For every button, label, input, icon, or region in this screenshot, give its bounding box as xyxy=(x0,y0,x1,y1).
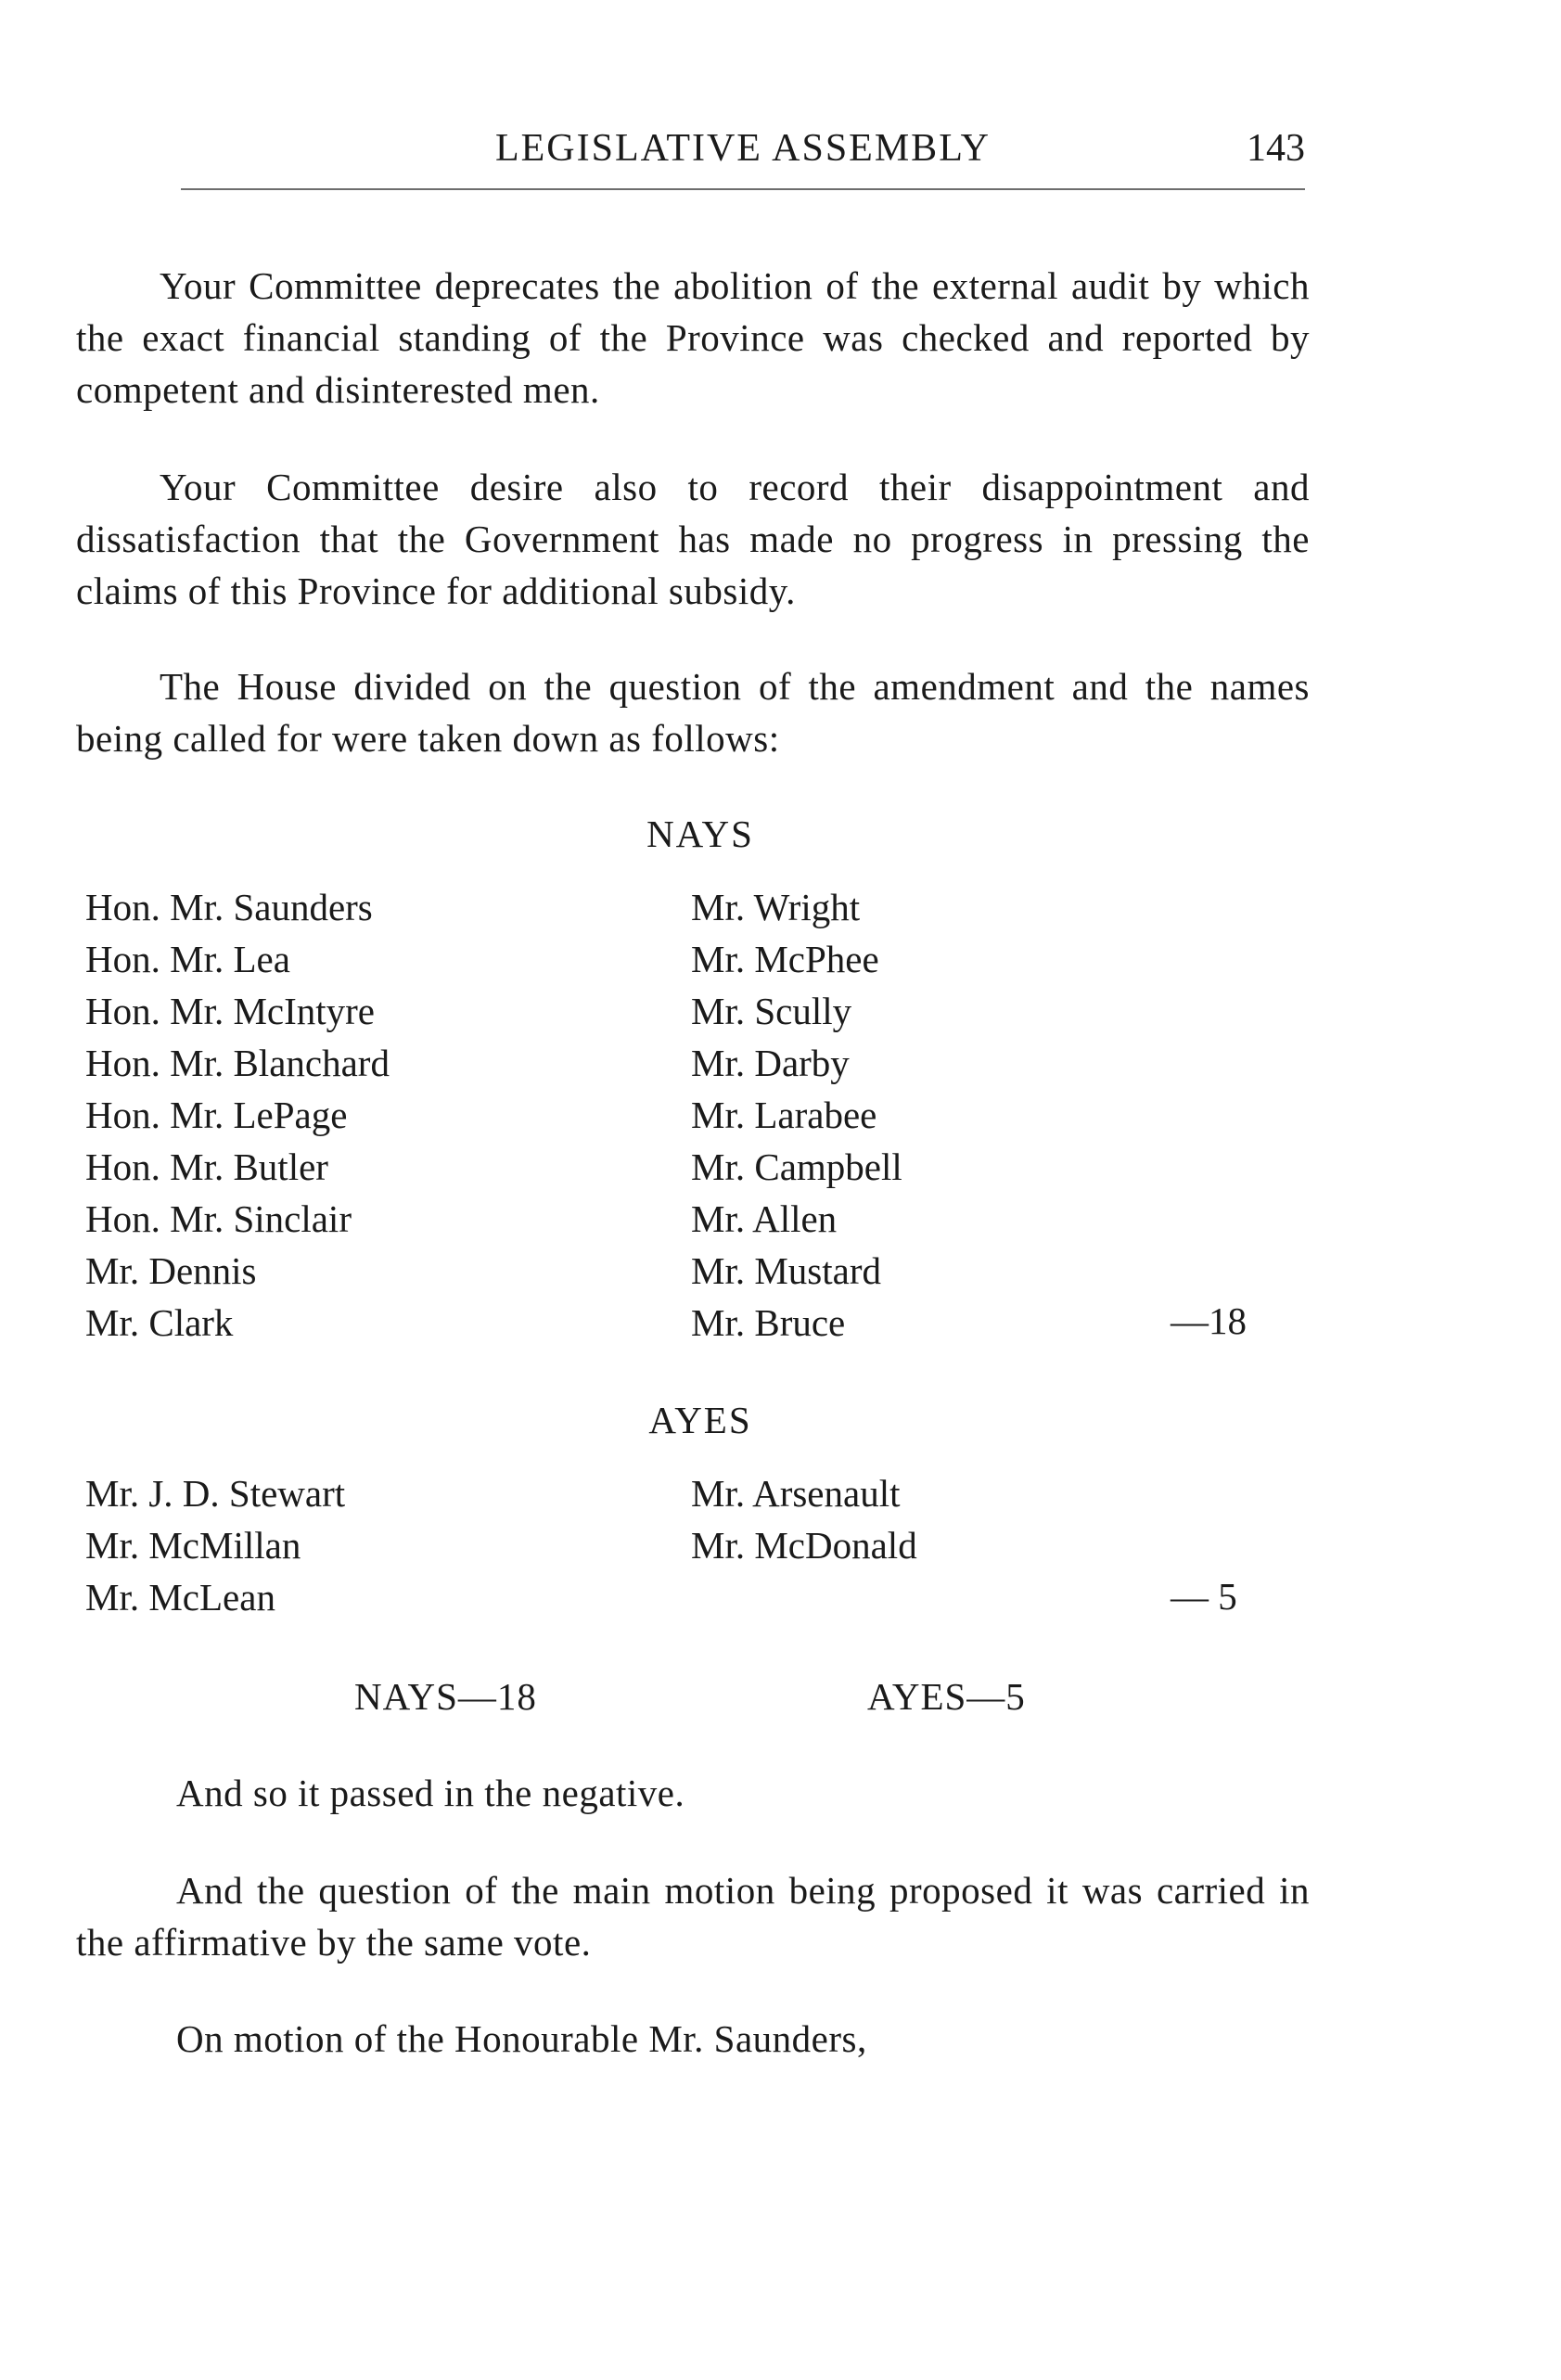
header-rule xyxy=(181,188,1305,190)
paragraph-text: The House divided on the question of the amendment and the names being called for were taken down as follows: xyxy=(76,665,1310,760)
vote-name: Mr. Allen xyxy=(691,1197,838,1240)
vote-name: Mr. Bruce xyxy=(691,1301,846,1344)
vote-name: Hon. Mr. Saunders xyxy=(85,886,373,928)
vote-name: Mr. J. D. Stewart xyxy=(85,1472,346,1515)
page-number: 143 xyxy=(1247,127,1305,170)
vote-name: Mr. Clark xyxy=(85,1301,234,1344)
paragraph-text: And the question of the main motion being proposed it was carried in the affirmative by the same vote. xyxy=(76,1869,1310,1964)
nays-right-column xyxy=(691,881,902,1349)
vote-name: Mr. Larabee xyxy=(691,1094,877,1136)
vote-name: Mr. Wright xyxy=(691,886,861,928)
vote-name: Hon. Mr. McIntyre xyxy=(85,990,376,1032)
ayes-tally: AYES—5 xyxy=(867,1675,1026,1718)
paragraph-on-motion xyxy=(76,2013,1310,2065)
vote-name: Mr. McDonald xyxy=(691,1524,917,1567)
paragraph-main-motion xyxy=(76,1864,1310,1968)
paragraph-text: Your Committee deprecates the abolition of the external audit by which the exact financial standing of the Province was checked and reported by competent and disinterested men. xyxy=(76,264,1310,411)
paragraph-division xyxy=(76,660,1310,764)
vote-name: Hon. Mr. Blanchard xyxy=(85,1042,390,1084)
running-title: LEGISLATIVE ASSEMBLY xyxy=(495,127,991,170)
vote-name: Hon. Mr. Butler xyxy=(85,1145,328,1188)
vote-name: Hon. Mr. Sinclair xyxy=(85,1197,352,1240)
paragraph-disappointment xyxy=(76,461,1310,617)
vote-name: Mr. Dennis xyxy=(85,1249,257,1292)
vote-name: Mr. McLean xyxy=(85,1576,275,1619)
vote-name: Mr. Campbell xyxy=(691,1145,902,1188)
paragraph-text: And so it passed in the negative. xyxy=(176,1772,685,1814)
page-header xyxy=(181,122,1305,178)
vote-name: Mr. Arsenault xyxy=(691,1472,901,1515)
ayes-heading: AYES xyxy=(648,1399,752,1441)
paragraph-negative xyxy=(76,1767,1310,1819)
nays-heading: NAYS xyxy=(646,813,754,855)
nays-left-column xyxy=(85,881,390,1349)
ayes-left-column xyxy=(85,1467,345,1623)
ayes-total: — 5 xyxy=(1171,1575,1237,1618)
paragraph-text: On motion of the Honourable Mr. Saunders, xyxy=(176,2017,867,2060)
vote-name: Mr. McMillan xyxy=(85,1524,301,1567)
vote-name: Mr. McPhee xyxy=(691,938,879,980)
vote-name: Hon. Mr. LePage xyxy=(85,1094,348,1136)
nays-total: —18 xyxy=(1171,1299,1247,1342)
vote-name: Mr. Mustard xyxy=(691,1249,881,1292)
ayes-right-column xyxy=(691,1467,917,1571)
vote-name: Mr. Scully xyxy=(691,990,852,1032)
vote-name: Hon. Mr. Lea xyxy=(85,938,290,980)
nays-tally: NAYS—18 xyxy=(354,1675,537,1718)
vote-name: Mr. Darby xyxy=(691,1042,850,1084)
paragraph-text: Your Committee desire also to record their disappointment and dissatisfaction that the Government has made no progress in pressing the claims of this Province for additional subsidy. xyxy=(76,466,1310,612)
paragraph-external-audit xyxy=(76,260,1310,416)
